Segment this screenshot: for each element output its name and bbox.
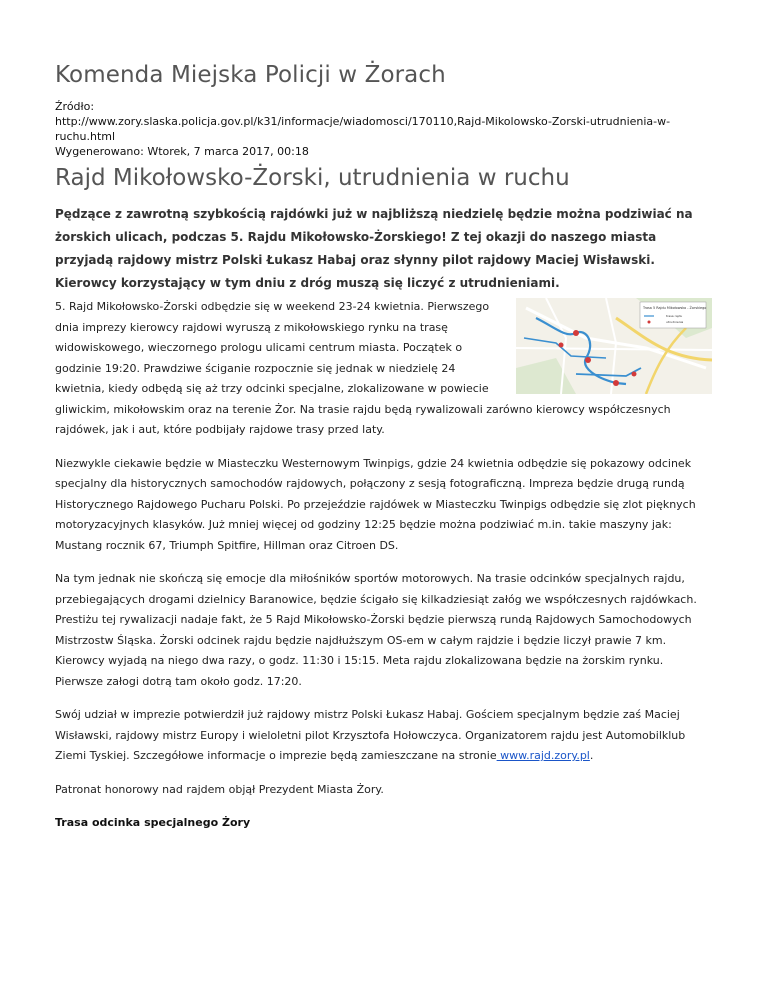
paragraph-1: 5. Rajd Mikołowsko-Żorski odbędzie się w weekend 23-24 kwietnia. Pierwszego dnia imprezy kierowcy rajdowi wyruszą z mikołowskiego rynku na trasę widowiskowego, wieczornego prologu ulicami centrum miasta. Początek o godzinie 19:20. Prawdziwe ściganie rozpocznie się jednak w niedzielę 24 kwietnia, kiedy odbędą się aż trzy odcinki specjalne, zlokalizowane w powiecie gliwickim, mikołowskim oraz na terenie Żor. Na trasie rajdu będą rywalizowali zarówno kierowcy współczesnych rajdówek, jak i aut, które podbijały rajdowe trasy przed laty. [55,300,671,436]
route-map-graphic [516,298,712,394]
section-subheading: Trasa odcinka specjalnego Żory [55,816,251,829]
site-title: Komenda Miejska Policji w Żorach [55,62,446,88]
rajd-website-link[interactable]: www.rajd.zory.pl [496,749,590,762]
paragraph-4 [55,705,712,767]
document-meta [55,99,712,159]
source-label: Źródło: [55,100,95,113]
paragraph-5: Patronat honorowy nad rajdem objął Prezydent Miasta Żory. [55,782,384,796]
paragraph-4-end: . [589,749,594,762]
route-map-image [516,298,712,394]
map-legend-item-restrictions: utrudnienia [666,320,684,324]
map-legend-item-route: trasa rajdu [666,314,683,318]
article-lead: Pędzące z zawrotną szybkością rajdówki już w najbliższą niedzielę będzie można podziwiać na żorskich ulicach, podczas 5. Rajdu Mikołowsko-Żorskiego! Z tej okazji do naszego miasta przyjadą rajdowy mistrz Polski Łukasz Habaj oraz słynny pilot rajdowy Maciej Wisławski. Kierowcy korzystający w tym dniu z dróg muszą się liczyć z utrudnieniami. [55,207,693,290]
paragraph-2: Niezwykle ciekawie będzie w Miasteczku Westernowym Twinpigs, gdzie 24 kwietnia odbędzie się pokazowy odcinek specjalny dla historycznych samochodów rajdowych, połączony z sesją fotograficzną. Impreza będzie drugą rundą Historycznego Rajdowego Pucharu Polski. Po przejeździe rajdówek w Miasteczku Twinpigs odbędzie się zlot pięknych motoryzacyjnych klasyków. Już mniej więcej od godziny 12:25 będzie można podziwiać m.in. takie maszyny jak: Mustang rocznik 67, Triumph Spitfire, Hillman oraz Citroen DS. [55,456,696,552]
source-url: http://www.zory.slaska.policja.gov.pl/k31/informacje/wiadomosci/170110,Rajd-Mikolowsko-Zorski-utrudnienia-w-ruchu.html [55,115,671,143]
generated-date: Wygenerowano: Wtorek, 7 marca 2017, 00:18 [55,145,309,158]
map-legend-title: Trasa 5 Rajdu Mikołowsko - Żorskiego [643,306,707,310]
article-title: Rajd Mikołowsko-Żorski, utrudnienia w ruchu [55,165,570,191]
paragraph-3: Na tym jednak nie skończą się emocje dla miłośników sportów motorowych. Na trasie odcinków specjalnych rajdu, przebiegających drogami dzielnicy Baranowice, będzie ścigało się kilkadziesiąt załóg we współczesnych rajdówkach. Prestiżu tej rywalizacji nadaje fakt, że 5 Rajd Mikołowsko-Żorski będzie pierwszą rundą Rajdowych Samochodowych Mistrzostw Śląska. Żorski odcinek rajdu będzie najdłuższym OS-em w całym rajdzie i będzie liczył prawie 7 km. Kierowcy wyjadą na niego dwa razy, o godz. 11:30 i 15:15. Meta rajdu zlokalizowana będzie na żorskim rynku. Pierwsze załogi dotrą tam około godz. 17:20. [55,572,697,688]
paragraph-4-text: Swój udział w imprezie potwierdził już rajdowy mistrz Polski Łukasz Habaj. Gościem specjalnym będzie zaś Maciej Wisławski, rajdowy mistrz Europy i wieloletni pilot Krzysztofa Hołowczyca. Organizatorem rajdu jest Automobilklub Ziemi Tyskiej. Szczegółowe informacje o imprezie będą zamieszczane na stronie [55,708,686,762]
paragraph-1-block [55,297,712,441]
